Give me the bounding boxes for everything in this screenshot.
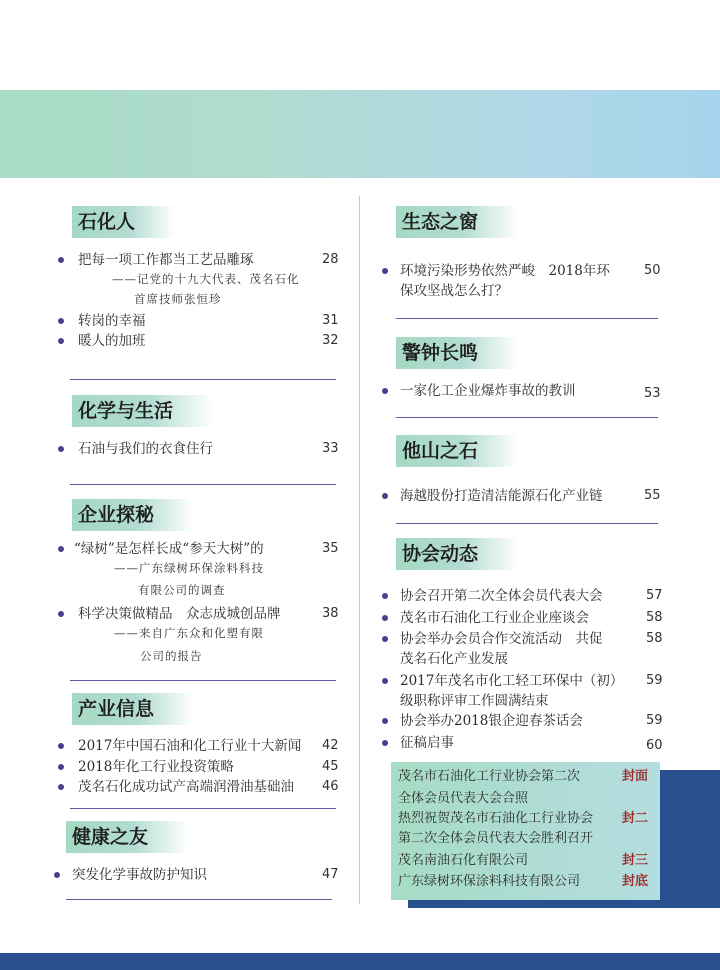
- bullet-icon: [382, 493, 388, 499]
- bullet-icon: [58, 546, 64, 552]
- section-title-qiye: 企业探秘: [72, 499, 194, 531]
- toc-entry[interactable]: [382, 486, 664, 506]
- toc-entry[interactable]: [382, 586, 664, 606]
- entry-page: 57: [646, 588, 663, 603]
- cover-credit-line: 第二次全体会员代表大会胜利召开: [398, 831, 594, 846]
- entry-title-line2: 保攻坚战怎么打？: [400, 283, 508, 299]
- section-title-jiankang: 健康之友: [66, 821, 188, 853]
- section-rule: [396, 417, 658, 418]
- toc-entry[interactable]: [382, 711, 664, 731]
- section-rule: [70, 484, 336, 485]
- entry-title: 石油与我们的衣食住行: [78, 441, 213, 457]
- entry-subtitle: 有限公司的调查: [138, 583, 226, 597]
- bullet-icon: [382, 678, 388, 684]
- section-title-tashan: 他山之石: [396, 435, 518, 467]
- entry-page: 38: [322, 606, 339, 621]
- entry-title: 科学决策做精品 众志成城创品牌: [78, 606, 281, 622]
- entry-subtitle: 公司的报告: [140, 649, 203, 663]
- entry-page: 35: [322, 541, 339, 556]
- entry-page: 33: [322, 441, 339, 456]
- entry-page: 59: [646, 713, 663, 728]
- entry-subtitle: ——广东绿树环保涂料科技: [114, 561, 264, 575]
- cover-credit-line: 茂名市石油化工行业协会第二次: [398, 769, 581, 784]
- bullet-icon: [58, 611, 64, 617]
- entry-title: 2017年中国石油和化工行业十大新闻: [78, 738, 302, 754]
- entry-subtitle: ——来自广东众和化塑有限: [114, 626, 264, 640]
- entry-page: 31: [322, 313, 339, 328]
- bullet-icon: [58, 318, 64, 324]
- bullet-icon: [58, 257, 64, 263]
- entry-page: 58: [646, 610, 663, 625]
- entry-page: 42: [322, 738, 339, 753]
- entry-page: 45: [322, 759, 339, 774]
- entry-title: 茂名石化成功试产高端润滑油基础油: [78, 779, 294, 795]
- entry-page: 32: [322, 333, 339, 348]
- entry-title: 把每一项工作都当工艺品雕琢: [78, 252, 254, 268]
- toc-entry[interactable]: [382, 733, 664, 753]
- section-title-xiehui: 协会动态: [396, 538, 518, 570]
- entry-subtitle: 首席技师张恒珍: [134, 292, 222, 306]
- toc-entry[interactable]: [58, 311, 340, 331]
- entry-page: 50: [644, 263, 661, 278]
- entry-title: 协会召开第二次全体会员代表大会: [400, 588, 603, 604]
- toc-entry[interactable]: [382, 381, 664, 401]
- bullet-icon: [382, 740, 388, 746]
- cover-credit-line: 茂名南油石化有限公司: [398, 853, 529, 868]
- cover-credit-line: 全体会员代表大会合照: [398, 791, 529, 806]
- footer-bar: [0, 953, 720, 970]
- entry-title: 2018年化工行业投资策略: [78, 759, 234, 775]
- entry-page: 58: [646, 631, 663, 646]
- section-rule: [70, 680, 336, 681]
- entry-title: 暖人的加班: [78, 333, 146, 349]
- bullet-icon: [382, 636, 388, 642]
- bullet-icon: [58, 764, 64, 770]
- toc-entry[interactable]: [58, 777, 340, 797]
- bullet-icon: [58, 743, 64, 749]
- entry-subtitle: ——记党的十九大代表、茂名石化: [112, 272, 300, 286]
- entry-page: 59: [646, 673, 663, 688]
- section-rule: [70, 379, 336, 380]
- entry-title: “绿树”是怎样长成“参天大树”的: [74, 541, 264, 557]
- bullet-icon: [58, 784, 64, 790]
- bullet-icon: [58, 338, 64, 344]
- section-title-jingzhong: 警钟长鸣: [396, 337, 518, 369]
- cover-credit-line: 广东绿树环保涂料科技有限公司: [398, 874, 581, 889]
- header-banner: [0, 90, 720, 178]
- toc-entry[interactable]: [54, 865, 340, 885]
- bullet-icon: [382, 388, 388, 394]
- entry-title: 海越股份打造清洁能源石化产业链: [400, 488, 603, 504]
- toc-entry[interactable]: [58, 736, 340, 756]
- entry-title: 环境污染形势依然严峻 2018年环: [400, 263, 610, 279]
- cover-tag-inside-back: 封三: [622, 853, 649, 868]
- section-title-chanye: 产业信息: [72, 693, 194, 725]
- entry-page: 28: [322, 252, 339, 267]
- cover-credit-line: 热烈祝贺茂名市石油化工行业协会: [398, 811, 594, 826]
- toc-entry[interactable]: [58, 604, 340, 624]
- section-rule: [66, 899, 332, 900]
- bullet-icon: [382, 718, 388, 724]
- toc-entry[interactable]: [58, 439, 340, 459]
- bullet-icon: [58, 446, 64, 452]
- entry-title: 征稿启事: [400, 735, 454, 751]
- column-divider: [359, 196, 360, 904]
- bullet-icon: [382, 615, 388, 621]
- entry-title: 协会举办会员合作交流活动 共促: [400, 631, 603, 647]
- section-rule: [70, 808, 336, 809]
- toc-entry[interactable]: [382, 261, 664, 301]
- toc-entry[interactable]: [58, 757, 340, 777]
- bullet-icon: [382, 268, 388, 274]
- section-title-shengtai: 生态之窗: [396, 206, 518, 238]
- toc-entry[interactable]: [382, 629, 664, 669]
- section-rule: [396, 318, 658, 319]
- toc-entry[interactable]: [58, 331, 340, 351]
- section-rule: [396, 523, 658, 524]
- entry-title: 茂名市石油化工行业企业座谈会: [400, 610, 589, 626]
- bullet-icon: [54, 872, 60, 878]
- entry-page: 53: [644, 386, 661, 401]
- entry-page: 55: [644, 488, 661, 503]
- entry-title: 突发化学事故防护知识: [72, 867, 207, 883]
- cover-tag-inside-front: 封二: [622, 811, 649, 826]
- entry-page: 60: [646, 738, 663, 753]
- entry-page: 46: [322, 779, 339, 794]
- bullet-icon: [382, 593, 388, 599]
- entry-page: 47: [322, 867, 339, 882]
- section-title-huaxue: 化学与生活: [72, 395, 213, 427]
- entry-title: 2017年茂名市化工轻工环保中（初）: [400, 673, 624, 689]
- section-title-shihuaren: 石化人: [72, 206, 175, 238]
- entry-title: 协会举办2018银企迎春茶话会: [400, 713, 583, 729]
- cover-tag-back: 封底: [622, 874, 649, 889]
- toc-entry[interactable]: [58, 250, 340, 270]
- entry-title: 一家化工企业爆炸事故的教训: [400, 383, 576, 399]
- cover-tag-front: 封面: [622, 769, 649, 784]
- entry-title: 转岗的幸福: [78, 313, 146, 329]
- toc-entry[interactable]: [58, 539, 340, 559]
- toc-entry[interactable]: [382, 671, 664, 711]
- entry-title-line2: 茂名石化产业发展: [400, 651, 508, 667]
- toc-entry[interactable]: [382, 608, 664, 628]
- entry-title-line2: 级职称评审工作圆满结束: [400, 693, 549, 709]
